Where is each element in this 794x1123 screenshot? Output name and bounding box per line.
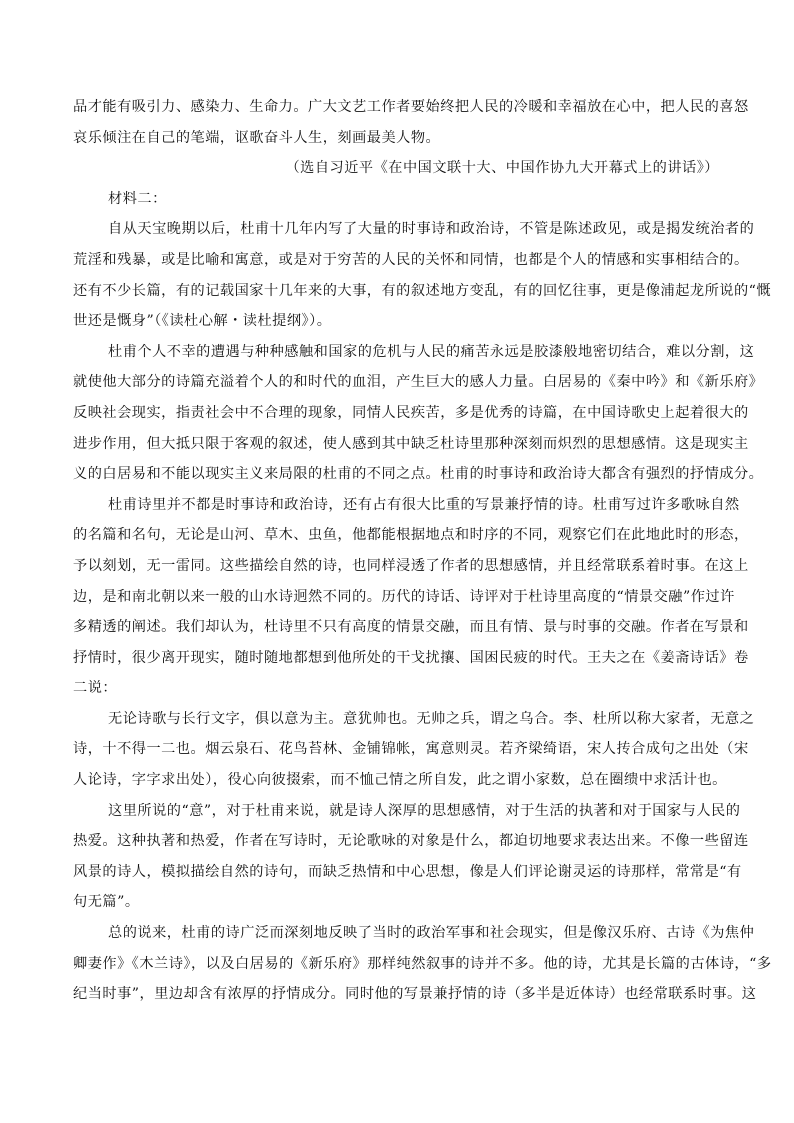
text-line: 进步作用，但大抵只限于客观的叙述，使人感到其中缺乏杜诗里那种深刻而炽烈的思想感情。这是现实主: [73, 435, 749, 452]
text-line: 杜甫诗里并不都是时事诗和政治诗，还有占有很大比重的写景兼抒情的诗。杜甫写过许多歌咏自然: [108, 496, 740, 513]
text-line: 句无篇”。: [73, 894, 140, 911]
text-line: 纪当时事”，里边却含有浓厚的抒情成分。同时他的写景兼抒情的诗（多半是近体诗）也经常联系时事。这: [73, 986, 757, 1003]
text-line: 的名篇和名句，无论是山河、草木、虫鱼，他都能根据地点和时序的不同，观察它们在此地此时的形态，: [73, 527, 749, 544]
text-line: 世还是慨身”（《读杜心解・读杜提纲》）。: [73, 313, 332, 330]
text-line: 杜甫个人不幸的遭遇与种种感触和国家的危机与人民的痛苦永远是胶漆般地密切结合，难以分割，这: [108, 343, 755, 360]
text-line: 风景的诗人，模拟描绘自然的诗句，而缺乏热情和中心思想，像是人们评论谢灵运的诗那样，常常是“有: [73, 863, 742, 880]
quote-line: 人论诗，字字求出处），役心向彼掇索，而不恤己情之所自发，此之谓小家数，总在圈缋中求活计也。: [73, 772, 727, 789]
text-line: 二说：: [73, 680, 118, 697]
text-line: 品才能有吸引力、感染力、生命力。广大文艺工作者要始终把人民的冷暖和幸福放在心中，把人民的喜怒: [73, 99, 749, 115]
section-heading: 材料二：: [108, 190, 167, 207]
text-line: 总的说来，杜甫的诗广泛而深刻地反映了当时的政治军事和社会现实，但是像汉乐府、古诗《为焦仲: [108, 925, 755, 942]
quote-line: 无论诗歌与长行文字，俱以意为主。意犹帅也。无帅之兵，谓之乌合。李、杜所以称大家者，无意之: [108, 710, 755, 727]
text-line: 义的白居易和不能以现实主义来局限的杜甫的不同之点。杜甫的时事诗和政治诗大都含有强烈的抒情成分。: [73, 466, 764, 483]
text-line: 多精透的阐述。我们却认为，杜诗里不只有高度的情景交融，而且有情、景与时事的交融。作者在写景和: [73, 619, 749, 636]
text-line: 予以刻划，无一雷同。这些描绘自然的诗，也同样浸透了作者的思想感情，并且经常联系着时事。在这上: [73, 557, 749, 574]
text-line: 这里所说的“意”，对于杜甫来说，就是诗人深厚的思想感情，对于生活的执著和对于国家与人民的: [108, 802, 741, 819]
source-citation: （选自习近平《在中国文联十大、中国作协九大开幕式上的讲话》）: [285, 160, 719, 177]
text-line: 边，是和南北朝以来一般的山水诗迥然不同的。历代的诗话、诗评对于杜诗里高度的“情景交融”作过许: [73, 588, 735, 605]
text-line: 反映社会现实，指责社会中不合理的现象，同情人民疾苦，多是优秀的诗篇，在中国诗歌史上起着很大的: [73, 404, 749, 421]
text-line: 热爱。这种执著和热爱，作者在写诗时，无论歌咏的对象是什么，都迫切地要求表达出来。不像一些留连: [73, 833, 749, 850]
text-line: 还有不少长篇，有的记载国家十几年来的大事，有的叙述地方变乱，有的回忆往事，更是像浦起龙所说的“慨: [73, 282, 772, 299]
text-line: 自从天宝晚期以后，杜甫十几年内写了大量的时事诗和政治诗，不管是陈述政见，或是揭发统治者的: [108, 221, 755, 238]
quote-line: 诗，十不得一二也。烟云泉石、花鸟苔林、金铺锦帐，寓意则灵。若齐梁绮语，宋人抟合成句之出处（宋: [73, 741, 749, 758]
text-line: 就使他大部分的诗篇充溢着个人的和时代的血泪，产生巨大的感人力量。白居易的《秦中吟》和《新乐府》: [73, 374, 764, 391]
text-line: 抒情时，很少离开现实，随时随地都想到他所处的干戈扰攘、国困民疲的时代。王夫之在《姜斋诗话》卷: [73, 649, 749, 666]
document-body: [73, 92, 772, 1010]
text-line: 哀乐倾注在自己的笔端，讴歌奋斗人生，刻画最美人物。: [73, 129, 441, 146]
text-line: 卿妻作》《木兰诗》，以及白居易的《新乐府》那样纯然叙事的诗并不多。他的诗，尤其是长篇的古体诗，“多: [73, 955, 772, 972]
text-line: 荒淫和残暴，或是比喻和寓意，或是对于穷苦的人民的关怀和同情，也都是个人的情感和实事相结合的。: [73, 251, 749, 268]
